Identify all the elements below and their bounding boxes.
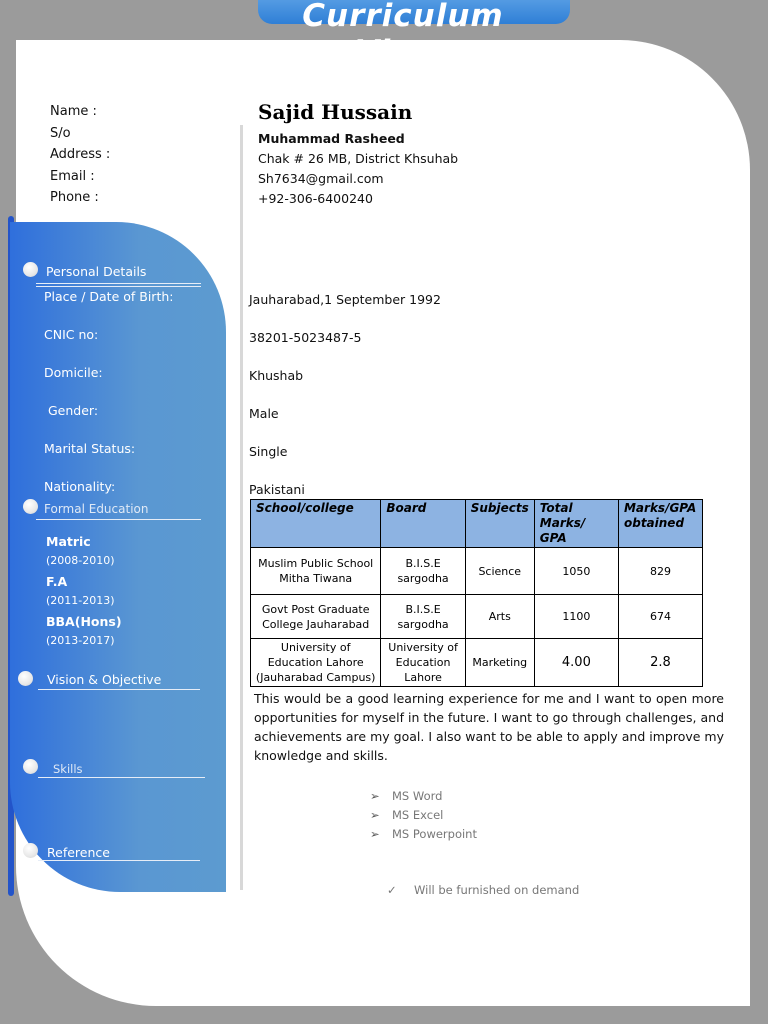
cnic-label: CNIC no:: [44, 327, 99, 342]
table-cell: 829: [618, 548, 702, 595]
divider: [38, 777, 205, 778]
reference-line: [387, 883, 579, 897]
vision-heading: Vision & Objective: [47, 672, 162, 687]
skill-label: MS Powerpoint: [392, 827, 477, 841]
sidebar: [10, 222, 226, 892]
table-cell: B.I.S.E sargodha: [381, 595, 465, 639]
table-header-row: [251, 500, 703, 548]
personal-labels: [50, 103, 110, 211]
edu-degree: BBA(Hons): [46, 614, 122, 629]
table-cell: 1100: [534, 595, 618, 639]
birth-value: Jauharabad,1 September 1992: [249, 292, 441, 307]
gender-label: Gender:: [44, 403, 99, 418]
edu-years: (2008-2010): [46, 554, 115, 567]
marital-value: Single: [249, 444, 288, 459]
bullet-dot-icon: [23, 843, 38, 858]
divider: [36, 519, 201, 520]
phone-label: Phone :: [50, 190, 99, 205]
divider: [36, 286, 201, 287]
table-header: School/college: [251, 500, 381, 548]
table-header: Total Marks/ GPA: [534, 500, 618, 548]
address-label: Address :: [50, 147, 111, 162]
edu-years: (2011-2013): [46, 594, 115, 607]
table-row: [251, 639, 703, 687]
personal-info: [258, 130, 458, 210]
personal-details-heading: Personal Details: [46, 264, 147, 279]
table-cell: 1050: [534, 548, 618, 595]
edu-degree: F.A: [46, 574, 68, 589]
list-item: [370, 806, 477, 825]
email-value: Sh7634@gmail.com: [258, 171, 384, 186]
email-label: Email :: [50, 168, 95, 184]
bullet-dot-icon: [23, 759, 38, 774]
column-divider: [240, 125, 243, 890]
formal-education-heading: Formal Education: [44, 502, 149, 516]
table-cell: Arts: [465, 595, 534, 639]
divider: [38, 689, 200, 690]
domicile-label: Domicile:: [44, 365, 103, 380]
table-header: Subjects: [465, 500, 534, 548]
nationality-label: Nationality:: [44, 479, 116, 494]
arrow-bullet-icon: ➢: [370, 827, 380, 841]
bullet-dot-icon: [23, 262, 38, 277]
table-cell: Marketing: [465, 639, 534, 687]
divider: [36, 283, 201, 284]
skill-label: MS Word: [392, 789, 443, 803]
name-label: Name :: [50, 104, 97, 119]
father-name: Muhammad Rasheed: [258, 131, 405, 146]
nationality-value: Pakistani: [249, 482, 305, 497]
table-cell: Science: [465, 548, 534, 595]
table-cell: University of Education Lahore: [381, 639, 465, 687]
list-item: [370, 825, 477, 844]
table-cell: Govt Post Graduate College Jauharabad: [251, 595, 381, 639]
bullet-dot-icon: [18, 671, 33, 686]
address-value: Chak # 26 MB, District Khsuhab: [258, 151, 459, 166]
phone-value: +92-306-6400240: [258, 191, 373, 206]
marital-label: Marital Status:: [44, 441, 136, 456]
skills-list: [370, 787, 477, 844]
cnic-value: 38201-5023487-5: [249, 330, 362, 345]
reference-heading: Reference: [47, 845, 110, 860]
domicile-value: Khushab: [249, 368, 304, 383]
arrow-bullet-icon: ➢: [370, 808, 380, 822]
table-cell: 2.8: [618, 639, 702, 687]
cv-title: Curriculum: [302, 0, 504, 34]
table-row: [251, 595, 703, 639]
father-label: S/o: [50, 125, 71, 141]
table-cell: University of Education Lahore (Jauharabad Campus): [251, 639, 381, 687]
person-name: Sajid Hussain: [258, 100, 413, 124]
table-header: Board: [381, 500, 465, 548]
gender-value: Male: [249, 406, 279, 421]
list-item: [370, 787, 477, 806]
table-cell: B.I.S.E sargodha: [381, 548, 465, 595]
table-row: [251, 548, 703, 595]
reference-text: Will be furnished on demand: [414, 883, 580, 897]
vision-text: This would be a good learning experience for me and I want to open more opportunities for myself in the future. I want to go through challenges, and achievements are my goal. I also want to be able to apply and improve my knowledge and skills.: [254, 691, 724, 763]
skills-heading: Skills: [53, 762, 83, 776]
edu-degree: Matric: [46, 534, 91, 549]
skill-label: MS Excel: [392, 808, 444, 822]
table-header: Marks/GPA obtained: [618, 500, 702, 548]
checkmark-icon: ✓: [387, 883, 397, 897]
education-table: [250, 499, 703, 687]
birth-label: Place / Date of Birth:: [44, 289, 174, 304]
arrow-bullet-icon: ➢: [370, 789, 380, 803]
divider: [38, 860, 200, 861]
table-cell: Muslim Public School Mitha Tiwana: [251, 548, 381, 595]
bullet-dot-icon: [23, 499, 38, 514]
table-cell: 674: [618, 595, 702, 639]
edu-years: (2013-2017): [46, 634, 115, 647]
table-cell: 4.00: [534, 639, 618, 687]
